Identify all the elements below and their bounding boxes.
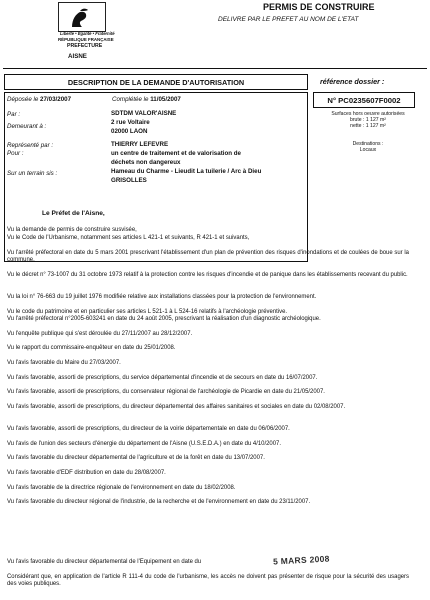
paragraph: Vu l'avis favorable d'EDF distribution en date du 28/08/2007. xyxy=(7,470,166,476)
surface-nette-row xyxy=(318,123,418,129)
reference-label: référence dossier : xyxy=(320,77,385,86)
purpose-label: Pour : xyxy=(7,150,24,157)
deposit-date: 27/03/2007 xyxy=(40,96,72,103)
destinations-label: Destinations : xyxy=(352,141,384,147)
address-line-2: 02000 LAON xyxy=(111,128,148,135)
paragraph: Vu l'avis favorable du directeur départemental de l'Equipement en date du xyxy=(7,559,202,565)
paragraph: Vu le rapport du commissaire-enquêteur en date du 25/01/2008. xyxy=(7,345,176,351)
paragraph: Vu l'avis favorable, assorti de prescriptions, du service départemental d'incendie et de secours en date du 16/07/2007. xyxy=(7,375,318,381)
prefet-heading: Le Préfet de l'Aisne, xyxy=(42,210,105,217)
address-label: Demeurant à : xyxy=(7,123,47,130)
surface-nette-label: nette : xyxy=(350,123,365,130)
destinations-value: Locaux xyxy=(359,147,377,154)
date-stamp: 5 MARS 2008 xyxy=(272,553,330,567)
paragraph: Vu la demande de permis de construire susvisée, xyxy=(7,227,137,233)
paragraph: Vu l'avis favorable, assorti de prescriptions, du directeur de la voirie départementale en date du 06/06/2007. xyxy=(7,426,290,432)
surface-nette-value: 1 127 m² xyxy=(365,123,386,130)
marianne-logo xyxy=(58,2,106,32)
reference-value: N° PC0235607F0002 xyxy=(313,92,415,108)
paragraph: Vu le Code de l'Urbanisme, notamment ses articles L 421-1 et suivants, R 421-1 et suivants, xyxy=(7,235,250,241)
completed-label: Complétée le xyxy=(112,96,149,103)
description-title: DESCRIPTION DE LA DEMANDE D'AUTORISATION xyxy=(4,74,308,90)
surface-brute-label: brute : xyxy=(350,117,365,124)
paragraph: Vu l'arrêté préfectoral en date du 5 mars 2001 prescrivant l'établissement d'un plan de prévention des risques d'inondations et de coulées de boue sur la commune. xyxy=(7,250,409,264)
marianne-icon xyxy=(62,5,102,29)
address-line-1: 2 rue Voltaire xyxy=(111,119,150,126)
department-label: AISNE xyxy=(68,53,87,60)
document-subtitle: DELIVRE PAR LE PREFET AU NOM DE L'ETAT xyxy=(218,16,359,23)
deposit-row xyxy=(7,96,71,103)
surface-brute-value: 1 127 m² xyxy=(365,117,386,124)
paragraph: Vu l'avis favorable de la directrice régionale de l'environnement en date du 18/02/2008. xyxy=(7,485,236,491)
surface-block xyxy=(318,111,418,129)
paragraph: Vu la loi n° 76-663 du 19 juillet 1976 modifiée relative aux installations classées pour la protection de l'environnement. xyxy=(7,294,317,300)
header-divider xyxy=(3,68,427,69)
paragraph: Vu l'avis favorable du directeur régional de l'industrie, de la recherche et de l'environnement en date du 23/11/2007. xyxy=(7,499,311,505)
paragraph: Vu l'enquête publique qui s'est déroulée du 27/11/2007 au 28/12/2007. xyxy=(7,331,193,337)
paragraph: Vu l'avis de l'union des secteurs d'énergie du département de l'Aisne (U.S.E.D.A.) en date du 4/10/2007. xyxy=(7,441,281,447)
paragraph: Vu le code du patrimoine et en particulier ses articles L 521-1 à L 524-16 relatifs à l'archéologie préventive. xyxy=(7,309,288,315)
deposit-label: Déposée le xyxy=(7,96,39,103)
republic-motto: Liberté • Égalité • Fraternité xyxy=(60,31,115,36)
completed-row xyxy=(112,96,181,103)
paragraph: Considérant que, en application de l'article R 111-4 du code de l'urbanisme, les accès ne doivent pas présenter de risque pour la sécurité des usagers des voies publiques. xyxy=(7,574,409,588)
paragraph: Vu l'avis favorable du directeur départemental de l'agriculture et de la forêt en date du 13/07/2007. xyxy=(7,455,265,461)
destinations-block xyxy=(318,141,418,153)
completed-date: 11/05/2007 xyxy=(150,96,181,103)
republic-name: RÉPUBLIQUE FRANÇAISE xyxy=(58,37,114,42)
paragraph: Vu l'avis favorable, assorti de prescriptions, du conservateur régional de l'archéologie de Picardie en date du 21/05/2007. xyxy=(7,389,325,395)
paragraph: Vu le décret n° 73-1007 du 31 octobre 1973 relatif à la protection contre les risques d'incendie et de panique dans les établissements recevant du public. xyxy=(7,272,408,278)
represented-value: THIERRY LEFEVRE xyxy=(111,141,169,148)
purpose-line-2: déchets non dangereux xyxy=(111,159,181,166)
document-title: PERMIS DE CONSTRUIRE xyxy=(263,2,375,12)
paragraph: Vu l'arrêté préfectoral n°2005-603241 en date du 24 août 2005, prescrivant la réalisation d'un diagnostic archéologique. xyxy=(7,316,321,322)
land-line-2: GRISOLLES xyxy=(111,177,147,184)
land-label: Sur un terrain sis : xyxy=(7,170,58,177)
par-label: Par : xyxy=(7,111,21,118)
paragraph: Vu l'avis favorable du Maire du 27/03/2007. xyxy=(7,360,121,366)
par-value: SDTDM VALOR'AISNE xyxy=(111,110,177,117)
land-line-1: Hameau du Charme - Lieudit La tuilerie / Arc à Dieu xyxy=(111,168,262,175)
represented-label: Représenté par : xyxy=(7,142,54,149)
surface-title: Surfaces hors oeuvre autorisées xyxy=(331,111,405,117)
prefecture-label: PREFECTURE xyxy=(67,43,103,49)
purpose-line-1: un centre de traitement et de valorisation de xyxy=(111,150,241,157)
paragraph: Vu l'avis favorable, assorti de prescriptions, du directeur départemental des affaires sanitaires et sociales en date du 02/08/2007. xyxy=(7,404,346,410)
